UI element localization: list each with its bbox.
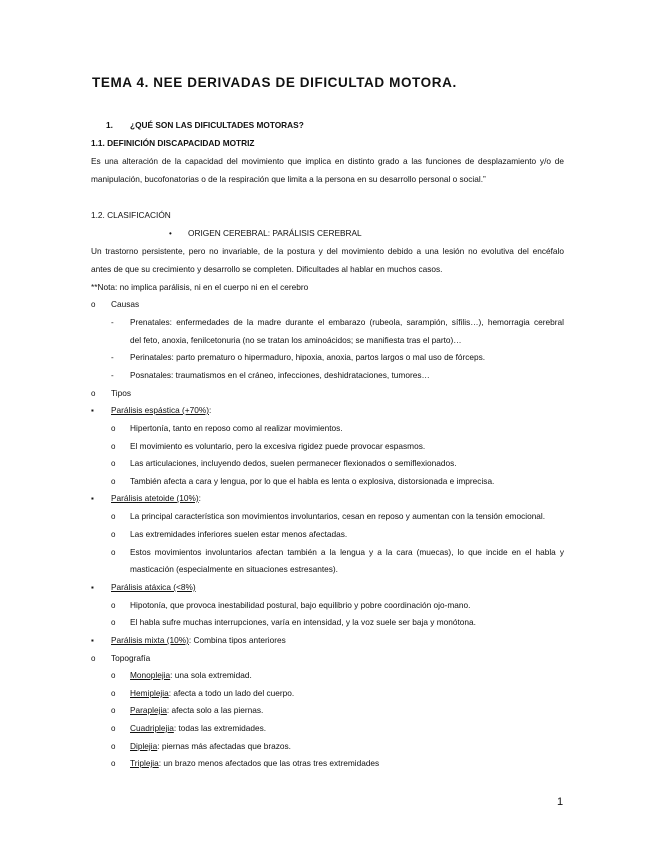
paralysis-definition-line-1: Un trastorno persistente, pero no invariable, de la postura y del movimiento debido a una lesión no evolutiva del encéfalo (91, 246, 564, 256)
topografia-desc: : una sola extremidad. (170, 670, 252, 680)
espastica-item: Las articulaciones, incluyendo dedos, suelen permanecer flexionados o semiflexionados. (130, 458, 457, 468)
list-marker-square: ▪ (91, 636, 94, 645)
tipo-mixta-label: Parálisis mixta (10%) (111, 635, 189, 645)
topografia-desc: : afecta solo a las piernas. (166, 705, 264, 715)
atetoide-item-line-1: Estos movimientos involuntarios afectan también a la lengua y a la cara (muecas), lo que incide en el habla y (130, 547, 564, 557)
origin-heading: ORIGEN CEREBRAL: PARÁLISIS CEREBRAL (188, 228, 362, 238)
topografia-desc: : un brazo menos afectados que las otras tres extremidades (158, 758, 380, 768)
document-title: TEMA 4. NEE DERIVADAS DE DIFICULTAD MOTORA. (92, 75, 457, 90)
list-marker-square: ▪ (91, 494, 94, 503)
atetoide-item: Las extremidades inferiores suelen estar menos afectadas. (130, 529, 348, 539)
list-marker-circle: o (111, 742, 116, 751)
list-marker-square: ▪ (91, 406, 94, 415)
tipos-label: Tipos (111, 388, 131, 398)
topografia-desc: : afecta a todo un lado del cuerpo. (168, 688, 295, 698)
list-marker-circle: o (111, 530, 116, 539)
topografia-label: Topografía (111, 653, 151, 663)
tipo-espastica (111, 405, 211, 416)
list-marker-circle: o (111, 759, 116, 768)
paralysis-definition-line-2: antes de que su crecimiento y desarrollo se completen. Dificultades al hablar en muchos casos. (91, 264, 443, 274)
list-marker-circle: o (111, 442, 116, 451)
definition-line-1: Es una alteración de la capacidad del movimiento que implica en distinto grado a las funciones de desplazamiento y/o de (91, 156, 564, 166)
list-marker-dash: - (111, 371, 114, 380)
tipo-ataxica (111, 582, 196, 593)
causa-perinatales: Perinatales: parto prematuro o hipermaduro, hipoxia, anoxia, partos largos o mal uso de fórceps. (130, 352, 486, 362)
topografia-term: Paraplejia (130, 705, 167, 715)
topografia-item (130, 758, 379, 769)
ataxica-item: Hipotonía, que provoca inestabilidad postural, bajo equilibrio y pobre coordinación ojo-mano. (130, 600, 471, 610)
list-marker-circle: o (111, 601, 116, 610)
page-number: 1 (557, 796, 564, 808)
list-marker-circle: o (111, 689, 116, 698)
list-marker-circle: o (111, 671, 116, 680)
bullet-marker: • (169, 229, 172, 238)
tipo-ataxica-label: Parálisis atáxica (<8%) (111, 582, 196, 592)
list-marker-square: ▪ (91, 583, 94, 592)
topografia-term: Triplejia (130, 758, 159, 768)
causa-posnatales: Posnatales: traumatismos en el cráneo, infecciones, deshidrataciones, tumores… (130, 370, 430, 380)
list-marker-circle: o (111, 618, 116, 627)
subsection-heading-definicion: 1.1. DEFINICIÓN DISCAPACIDAD MOTRIZ (91, 138, 255, 148)
espastica-item: El movimiento es voluntario, pero la excesiva rigidez puede provocar espasmos. (130, 441, 426, 451)
atetoide-item-line-2: masticación (especialmente en situaciones estresantes). (130, 564, 338, 574)
causa-prenatales-line-1: Prenatales: enfermedades de la madre durante el embarazo (rubeola, sarampión, sífilis…), hemorragia cerebral (130, 317, 564, 327)
list-marker-circle: o (111, 477, 116, 486)
section-heading: ¿QUÉ SON LAS DIFICULTADES MOTORAS? (130, 120, 304, 130)
causas-label: Causas (111, 299, 140, 309)
list-marker-circle: o (91, 389, 96, 398)
definition-line-2: manipulación, bucofonatorias o de la respiración que limita a la persona en su desarrollo personal o social.” (91, 174, 486, 184)
list-marker-dash: - (111, 353, 114, 362)
topografia-item (130, 688, 294, 699)
list-marker-circle: o (91, 300, 96, 309)
tipo-atetoide-colon: : (198, 493, 201, 503)
topografia-item (130, 741, 291, 752)
list-marker-circle: o (111, 548, 116, 557)
atetoide-item: La principal característica son movimientos involuntarios, cesan en reposo y aumentan con la tensión emocional. (130, 511, 546, 521)
tipo-atetoide-label: Parálisis atetoide (10%) (111, 493, 199, 503)
tipo-espastica-colon: : (209, 405, 212, 415)
tipo-atetoide (111, 493, 201, 504)
topografia-term: Monoplejia (130, 670, 171, 680)
topografia-term: Cuadriplejia (130, 723, 174, 733)
espastica-item: Hipertonía, tanto en reposo como al realizar movimientos. (130, 423, 343, 433)
note: **Nota: no implica parálisis, ni en el cuerpo ni en el cerebro (91, 282, 309, 292)
causa-prenatales-line-2: del feto, anoxia, fenilcetonuria (no se tratan los aminoácidos; se manifiesta tras el parto)… (130, 335, 462, 345)
list-marker-circle: o (111, 424, 116, 433)
subsection-heading-clasificacion: 1.2. CLASIFICACIÓN (91, 210, 171, 220)
tipo-espastica-label: Parálisis espástica (+70%) (111, 405, 209, 415)
espastica-item: También afecta a cara y lengua, por lo que el habla es lenta o explosiva, distorsionada e imprecisa. (130, 476, 495, 486)
topografia-desc: : todas las extremidades. (173, 723, 267, 733)
list-marker-circle: o (111, 706, 116, 715)
topografia-item (130, 670, 252, 681)
topografia-desc: : piernas más afectadas que brazos. (157, 741, 291, 751)
list-marker-circle: o (91, 654, 96, 663)
list-marker-circle: o (111, 512, 116, 521)
tipo-mixta (111, 635, 286, 646)
list-marker-circle: o (111, 724, 116, 733)
topografia-item (130, 723, 266, 734)
section-number: 1. (106, 120, 113, 130)
topografia-term: Diplejia (130, 741, 158, 751)
list-marker-dash: - (111, 318, 114, 327)
tipo-mixta-text: : Combina tipos anteriores (188, 635, 286, 645)
topografia-term: Hemiplejia (130, 688, 169, 698)
ataxica-item: El habla sufre muchas interrupciones, varía en intensidad, y la voz suele ser baja y monótona. (130, 617, 476, 627)
topografia-item (130, 705, 263, 716)
list-marker-circle: o (111, 459, 116, 468)
